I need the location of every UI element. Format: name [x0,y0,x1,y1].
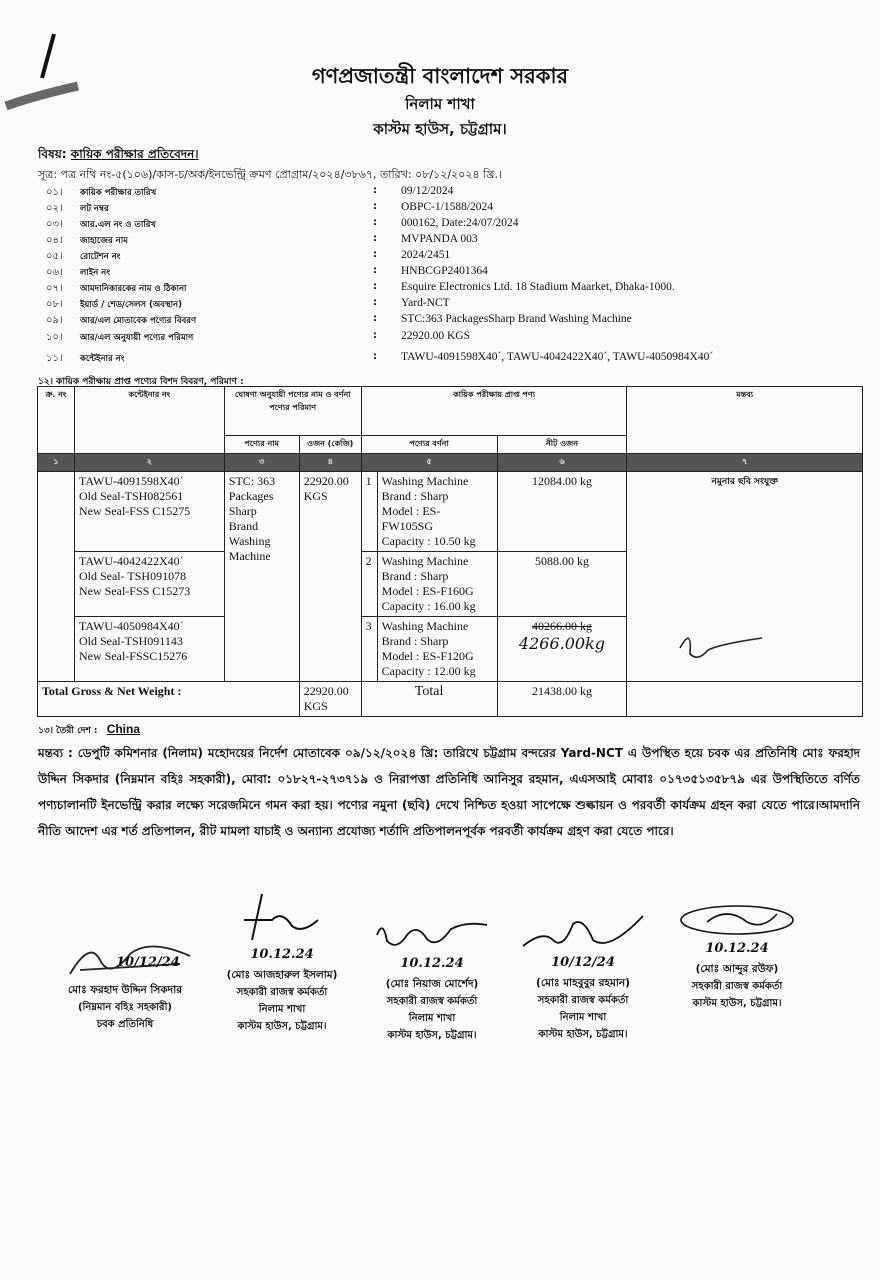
info-row [38,249,858,266]
info-row [38,297,858,314]
signature-date: 10.12.24 [250,947,314,962]
signature-date: 10.12.24 [705,941,769,956]
signatory-name: মোঃ ফরহাদ উদ্দিন সিকদার [67,984,183,996]
subject-value: কায়িক পরীক্ষার প্রতিবেদন। [70,147,199,161]
info-label: আমদানিকারকের নাম ও ঠিকানা [80,284,187,294]
band-cell: ৪ [299,454,361,472]
total-label: Total Gross & Net Weight : [38,682,300,717]
header-section: নিলাম শাখা [405,95,475,113]
signatory-title: সহকারী রাজস্ব কর্মকর্তা [691,981,783,992]
container-cell: TAWU-4091598X40´ Old Seal-TSH082561 New Seal-FSS C15275 [74,472,224,552]
info-number: ০২। [46,203,63,214]
info-label: কন্টেইনার নং [80,354,125,364]
info-row [38,281,858,298]
signatory-title: (নিম্নমান বহিঃ সহকারী) [77,1002,172,1013]
struck-weight: 40266.00 kg [531,619,592,633]
signatory-org: চবক প্রতিনিধি [96,1019,154,1030]
signature-date: 10/12/24 [551,955,615,970]
signatory-dept: নিলাম শাখা [258,1004,306,1015]
info-value: STC:363 PackagesSharp Brand Washing Machine [401,313,632,325]
header-container: কন্টেইনার নং [74,387,224,454]
info-number: ১১। [46,353,63,364]
info-row [38,233,858,250]
signature-block [212,890,352,1035]
origin-line [38,722,140,738]
total-net: 21438.00 kg [497,682,627,717]
signatory-name: (মোঃ আব্দুর রউফ) [695,963,779,975]
total-word: Total [361,682,497,717]
header-declared-qty: পণ্যের পরিমাণ [269,403,317,412]
signatory-name: (মোঃ আজহারুল ইসলাম) [226,969,338,981]
signature-scribble [513,910,653,954]
signature-block [662,900,812,1012]
declared-weight-cell: 22920.00 KGS [299,472,361,682]
total-row [38,682,863,717]
signatory-dept: নিলাম শাখা [559,1012,607,1023]
signatory-title: সহকারী রাজস্ব কর্মকর্তা [386,996,478,1007]
remarks-cell: নমুনার ছবি সংযুক্ত [627,472,863,682]
info-label: লট নম্বর [80,204,109,214]
signatory-name: (মোঃ মাহবুবুর রহমান) [536,977,630,989]
info-colon: : [373,313,377,324]
item-weight-corrected [497,617,627,682]
header-name: পণ্যের নাম [224,436,299,454]
item-index: 2 [361,552,377,617]
header-serial: ক্র. নং [38,387,75,454]
table-row [38,472,863,552]
info-value: 22920.00 KGS [401,330,471,342]
total-declared: 22920.00 KGS [299,682,361,717]
total-empty [627,682,863,717]
info-number: ১০। [46,332,63,343]
info-number: ০৩। [46,219,63,230]
info-value: HNBCGP2401364 [401,265,488,277]
info-value: MVPANDA 003 [401,233,478,245]
info-row [38,330,858,347]
info-colon: : [373,185,377,196]
item-index: 3 [361,617,377,682]
info-row [38,351,858,368]
info-number: ০৯। [46,315,63,326]
info-label: ইয়ার্ড / শেড/সেলস (অবস্থান) [80,300,183,310]
info-number: ০৭। [46,283,63,294]
info-row [38,217,858,234]
signatory-org: কাস্টম হাউস, চট্টগ্রাম। [692,998,782,1009]
signature-block [40,930,210,1033]
info-label: রোটেশন নং [80,252,121,262]
container-cell: TAWU-4050984X40´ Old Seal-TSH091143 New Seal-FSSC15276 [74,617,224,682]
band-cell: ২ [74,454,224,472]
signatory-org: কাস্টম হাউস, চট্টগ্রাম। [538,1029,628,1040]
signatory-title: সহকারী রাজস্ব কর্মকর্তা [537,995,629,1006]
item-desc: Washing Machine Brand : Sharp Model : ES-F160G Capacity : 16.00 kg [377,552,497,617]
signatory-name: (মোঃ নিয়াজ মোর্শেদ) [385,978,479,990]
signature-scribble [222,890,342,946]
item-desc: Washing Machine Brand : Sharp Model : ES-F120G Capacity : 12.00 kg [377,617,497,682]
info-colon: : [373,217,377,228]
info-row [38,185,858,202]
signature-block [362,915,502,1044]
info-colon: : [373,233,377,244]
info-row [38,201,858,218]
header-declared-desc: ঘোষণা অনুযায়ী পণ্যের নাম ও বর্ণনা [234,390,351,399]
item-weight: 5088.00 kg [497,552,627,617]
info-number: ০১। [46,187,63,198]
info-value: Yard-NCT [401,297,450,309]
signatory-org: কাস্টম হাউস, চট্টগ্রাম। [387,1030,477,1041]
item-index: 1 [361,472,377,552]
info-colon: : [373,265,377,276]
info-number: ০৪। [46,235,63,246]
info-colon: : [373,201,377,212]
column-number-band [38,454,863,472]
info-value: 000162, Date:24/07/2024 [401,217,519,229]
signature-date: 10.12.24 [400,956,464,971]
info-colon: : [373,330,377,341]
origin-value: China [106,722,141,736]
info-label: আর.এল নং ও তারিখ [80,220,157,230]
signature-date: 10/12/24 [116,955,180,970]
signatory-dept: নিলাম শাখা [408,1013,456,1024]
info-row [38,265,858,282]
info-value: 2024/2451 [401,249,451,261]
signature-scribble [367,915,497,955]
subject-line [38,146,199,166]
info-value: Esquire Electronics Ltd. 18 Stadium Maarket, Dhaka-1000. [401,281,675,293]
initial-scribble [668,620,768,670]
container-cell: TAWU-4042422X40´ Old Seal- TSH091078 New Seal-FSS C15273 [74,552,224,617]
info-label: লাইন নং [80,268,110,278]
info-colon: : [373,297,377,308]
header-declared [224,387,361,436]
info-colon: : [373,249,377,260]
header-found: কায়িক পরীক্ষায় প্রাপ্ত পণ্য [361,387,627,436]
signatory-org: কাস্টম হাউস, চট্টগ্রাম। [237,1021,327,1032]
band-cell: ১ [38,454,75,472]
info-label: জাহাজের নাম [80,236,128,246]
info-number: ০৫। [46,251,63,262]
item-weight: 12084.00 kg [497,472,627,552]
info-number: ০৬। [46,267,63,278]
info-value: 09/12/2024 [401,185,454,197]
section-12-heading: ১২। কায়িক পরীক্ষায় প্রাপ্ত পণ্যের বিশদ বিবরণ, পরিমাণ : [38,377,244,387]
info-value: OBPC-1/1588/2024 [401,201,494,213]
signature-block [508,910,658,1043]
signatory-title: সহকারী রাজস্ব কর্মকর্তা [236,987,328,998]
info-colon: : [373,351,377,362]
info-label: আর/এল অনুযায়ী পণ্যের পরিমাণ [80,333,194,343]
serial-cell [38,472,75,682]
info-number: ০৮। [46,299,63,310]
info-value: TAWU-4091598X40´, TAWU-4042422X40´, TAWU-4050984X40´ [401,351,714,363]
header-office: কাস্টম হাউস, চট্টগ্রাম। [373,120,507,138]
header-desc: পণ্যের বর্ণনা [361,436,497,454]
reference-line: সূত্র: পত্র নথি নং-৫(১০৬)/কাস-চ/অক/ইনভেন্ট্রি ক্রমণ প্রোগ্রাম/২০২৪/৩৮৬৭, তারিখ: ০৮/১২/২০২৪ খ্রি.। [38,168,502,181]
header-net-weight: নীট ওজন [497,436,627,454]
signature-scribble [667,900,807,940]
header-remarks: মন্তব্য [627,387,863,454]
header-weight: ওজন (কেজি) [299,436,361,454]
band-cell: ৫ [361,454,497,472]
info-row [38,313,858,330]
remark-paragraph: মন্তব্য : ডেপুটি কমিশনার (নিলাম) মহোদয়ের নির্দেশ মোতাবেক ০৯/১২/২০২৪ খ্রি: তারিখে চট্টগ্রাম বন্দরের Yard-NCT এ উপস্থিত হয়ে চবক এর প্রতিনিধি মোঃ ফরহাদ উদ্দিন সিকদার (নিম্নমান বহিঃ সহকারী), মোবা: ০১৮২৭-২৭৩৭১৯ ও নিরাপত্তা প্রতিনিধি আনিসুর রহমান, এএসআই মোবাঃ ০১৭৩৫১৩৫৮৭৯ এর উপস্থিতিতে বর্ণিত পণ্যচালানটি ইনভেন্ট্রি করার লক্ষ্যে সরেজমিনে গমন করা হয়। পণ্যের নমুনা (ছবি) দেখে নিশ্চিত হওয়া সাপেক্ষে শুল্কায়ন ও পরবর্তী কার্যক্রম গ্রহন করা যেতে পারে।আমদানি নীতি আদেশ এর শর্ত প্রতিপালন, রীট মামলা যাচাই ও অন্যান্য প্রযোজ্য শর্তাদি প্রতিপালনপূর্বক পরবর্তী কার্যক্রম গ্রহণ করা যেতে পারে। [38,746,860,838]
band-cell: ৬ [497,454,627,472]
declared-name-cell: STC: 363 Packages Sharp Brand Washing Machine [224,472,299,682]
subject-label: বিষয়: [38,147,67,161]
info-label: আর/এল মোতাবেক পণ্যের বিবরণ [80,316,197,326]
info-colon: : [373,281,377,292]
header-government: গণপ্রজাতন্ত্রী বাংলাদেশ সরকার [311,64,569,88]
handwritten-weight: 4266.00kg [518,634,606,653]
info-label: কায়িক পরীক্ষার তারিখ [80,188,157,198]
band-cell: ৩ [224,454,299,472]
band-cell: ৭ [627,454,863,472]
origin-label: ১৩। তৈরী দেশ : [38,726,98,736]
item-desc: Washing Machine Brand : Sharp Model : ES- FW105SG Capacity : 10.50 kg [377,472,497,552]
